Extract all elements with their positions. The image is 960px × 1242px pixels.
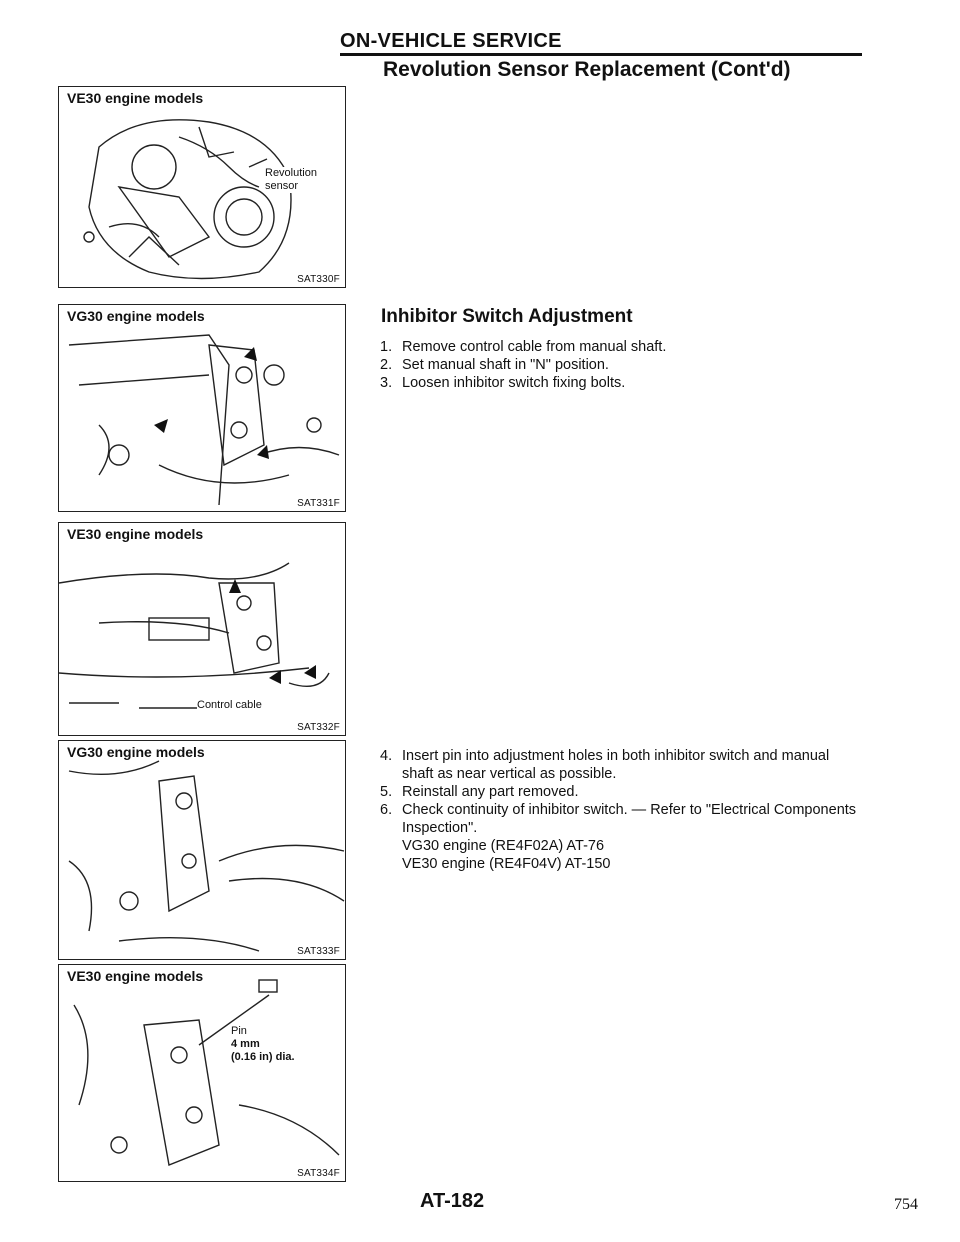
- pin-size-in: (0.16 in) dia.: [231, 1051, 295, 1063]
- step-item: 2. Set manual shaft in "N" position.: [380, 357, 609, 373]
- figure-code: SAT332F: [297, 722, 340, 733]
- figure-code: SAT334F: [297, 1168, 340, 1179]
- step-item: 1. Remove control cable from manual shaft.: [380, 339, 667, 355]
- figure-inhibitor-ve30: [58, 522, 346, 736]
- figure-label: VG30 engine models: [64, 308, 208, 324]
- header-rule: [340, 53, 862, 56]
- figure-inhibitor-vg30: [58, 304, 346, 512]
- figure-label: VE30 engine models: [64, 90, 206, 106]
- pin-size-mm: 4 mm: [231, 1038, 260, 1050]
- pin-callout: [231, 1025, 295, 1064]
- page-label: AT-182: [420, 1190, 485, 1212]
- figure-code: SAT333F: [297, 946, 340, 957]
- figure-label: VG30 engine models: [64, 744, 208, 760]
- inhibitor-switch-illustration: [59, 305, 345, 511]
- figure-label: VE30 engine models: [64, 968, 206, 984]
- page-number: 754: [894, 1196, 918, 1213]
- page-section-title: ON-VEHICLE SERVICE: [340, 30, 562, 52]
- pin-dimension-illustration: [59, 965, 345, 1181]
- steps-list-part-2: [380, 747, 860, 873]
- pin-insertion-illustration: [59, 741, 345, 959]
- page-subtitle: Revolution Sensor Replacement (Cont'd): [383, 58, 791, 81]
- step-item: 3. Loosen inhibitor switch fixing bolts.: [380, 375, 626, 391]
- figure-pin-dimension: [58, 964, 346, 1182]
- section-heading: Inhibitor Switch Adjustment: [381, 306, 633, 327]
- step-item: 4. Insert pin into adjustment holes in both inhibitor switch and manual shaft as near vertical as possible.: [380, 748, 830, 782]
- figure-label: VE30 engine models: [64, 526, 206, 542]
- control-cable-callout: Control cable: [197, 699, 262, 711]
- step-item: 5. Reinstall any part removed.: [380, 784, 579, 800]
- steps-list-part-1: [380, 338, 860, 392]
- step-item: 6. Check continuity of inhibitor switch. — Refer to "Electrical Components Inspection".: [380, 802, 857, 836]
- pin-label: Pin: [231, 1025, 247, 1037]
- revolution-sensor-callout: Revolution sensor: [265, 167, 317, 192]
- reference-line: VG30 engine (RE4F02A) AT-76: [402, 838, 605, 854]
- figure-code: SAT330F: [297, 274, 340, 285]
- reference-line: VE30 engine (RE4F04V) AT-150: [402, 856, 611, 872]
- figure-code: SAT331F: [297, 498, 340, 509]
- figure-revolution-sensor: [58, 86, 346, 288]
- figure-insert-pin-vg30: [58, 740, 346, 960]
